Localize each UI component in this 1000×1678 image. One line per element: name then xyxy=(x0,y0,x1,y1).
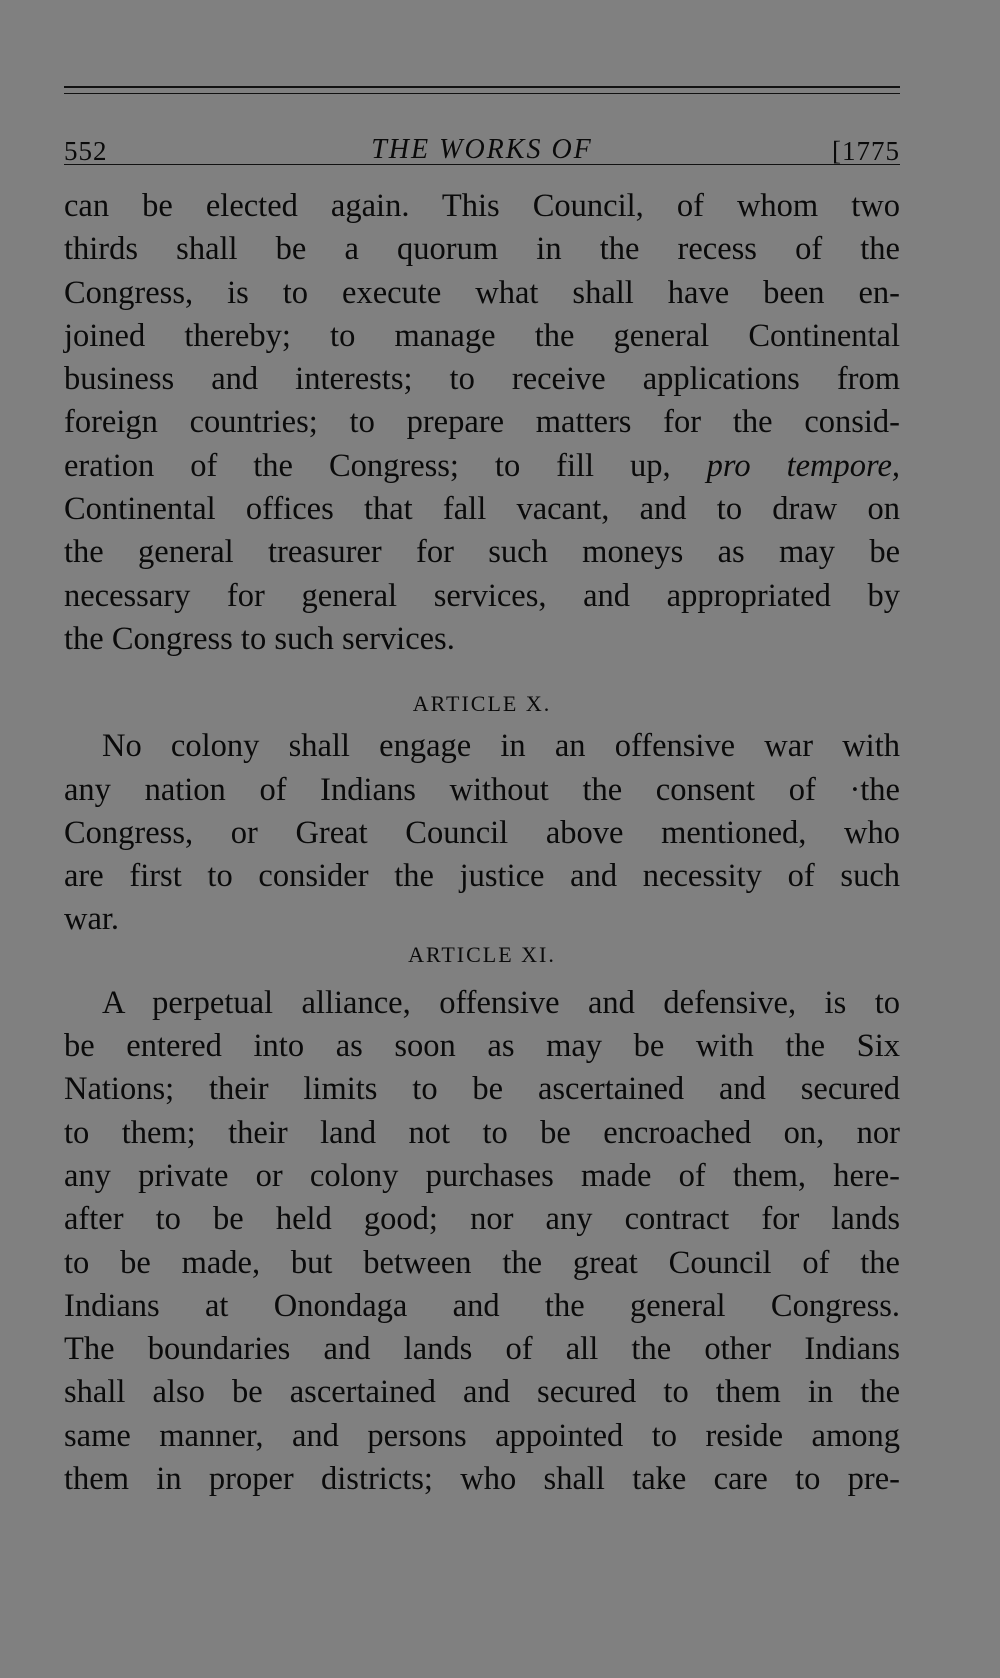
text-line: Continental offices that fall vacant, and to draw on xyxy=(64,491,900,528)
text-line: thirds shall be a quorum in the recess of the xyxy=(64,231,900,268)
text-line: after to be held good; nor any contract for lands xyxy=(64,1201,900,1238)
text-line: joined thereby; to manage the general Continental xyxy=(64,317,900,354)
text-line: war. xyxy=(64,901,120,938)
text-line: business and interests; to receive applications from xyxy=(64,361,900,398)
text-line: any nation of Indians without the consent of ·the xyxy=(64,771,900,808)
text-line: Indians at Onondaga and the general Congress. xyxy=(64,1287,900,1324)
article-x-paragraph xyxy=(64,725,900,941)
italic-phrase: pro tempore, xyxy=(706,447,901,484)
continuation-paragraph xyxy=(64,185,900,661)
text-line: Nations; their limits to be ascertained and secured xyxy=(64,1071,900,1108)
text-line: the general treasurer for such moneys as may be xyxy=(64,534,900,571)
text-line: to them; their land not to be encroached on, nor xyxy=(64,1114,900,1151)
text-line: them in proper districts; who shall take care to pre- xyxy=(64,1461,900,1498)
text-line: Congress, or Great Council above mentioned, who xyxy=(64,814,900,851)
page-number: 552 xyxy=(64,136,108,166)
article-xi-paragraph xyxy=(64,982,900,1502)
text-line: No colony shall engage in an offensive war with xyxy=(102,728,900,765)
book-page xyxy=(64,86,900,1501)
text-line: the Congress to such services. xyxy=(64,620,455,657)
text-line: necessary for general services, and appropriated by xyxy=(64,577,900,614)
text-line: eration of the Congress; to fill up, xyxy=(64,447,671,484)
text-line: same manner, and persons appointed to reside among xyxy=(64,1417,900,1454)
text-line: to be made, but between the great Council of the xyxy=(64,1244,900,1281)
running-title: THE WORKS OF xyxy=(371,134,593,165)
text-line: shall also be ascertained and secured to them in the xyxy=(64,1374,900,1411)
article-x-heading: ARTICLE X. xyxy=(412,691,552,717)
top-rule xyxy=(64,86,900,88)
text-line: foreign countries; to prepare matters for the consid- xyxy=(64,404,900,441)
text-line-with-italic xyxy=(64,445,900,488)
text-line: Congress, is to execute what shall have been en- xyxy=(64,274,900,311)
header-year: [1775 xyxy=(832,136,900,166)
text-line: can be elected again. This Council, of whom two xyxy=(64,188,900,224)
text-line: are first to consider the justice and necessity of such xyxy=(64,858,900,895)
article-xi-heading: ARTICLE XI. xyxy=(408,941,556,967)
running-header xyxy=(64,94,900,164)
text-line: The boundaries and lands of all the other Indians xyxy=(64,1331,900,1368)
text-line: be entered into as soon as may be with the Six xyxy=(64,1028,900,1065)
text-line: A perpetual alliance, offensive and defensive, is to xyxy=(102,984,900,1021)
text-line: any private or colony purchases made of them, here- xyxy=(64,1157,900,1194)
